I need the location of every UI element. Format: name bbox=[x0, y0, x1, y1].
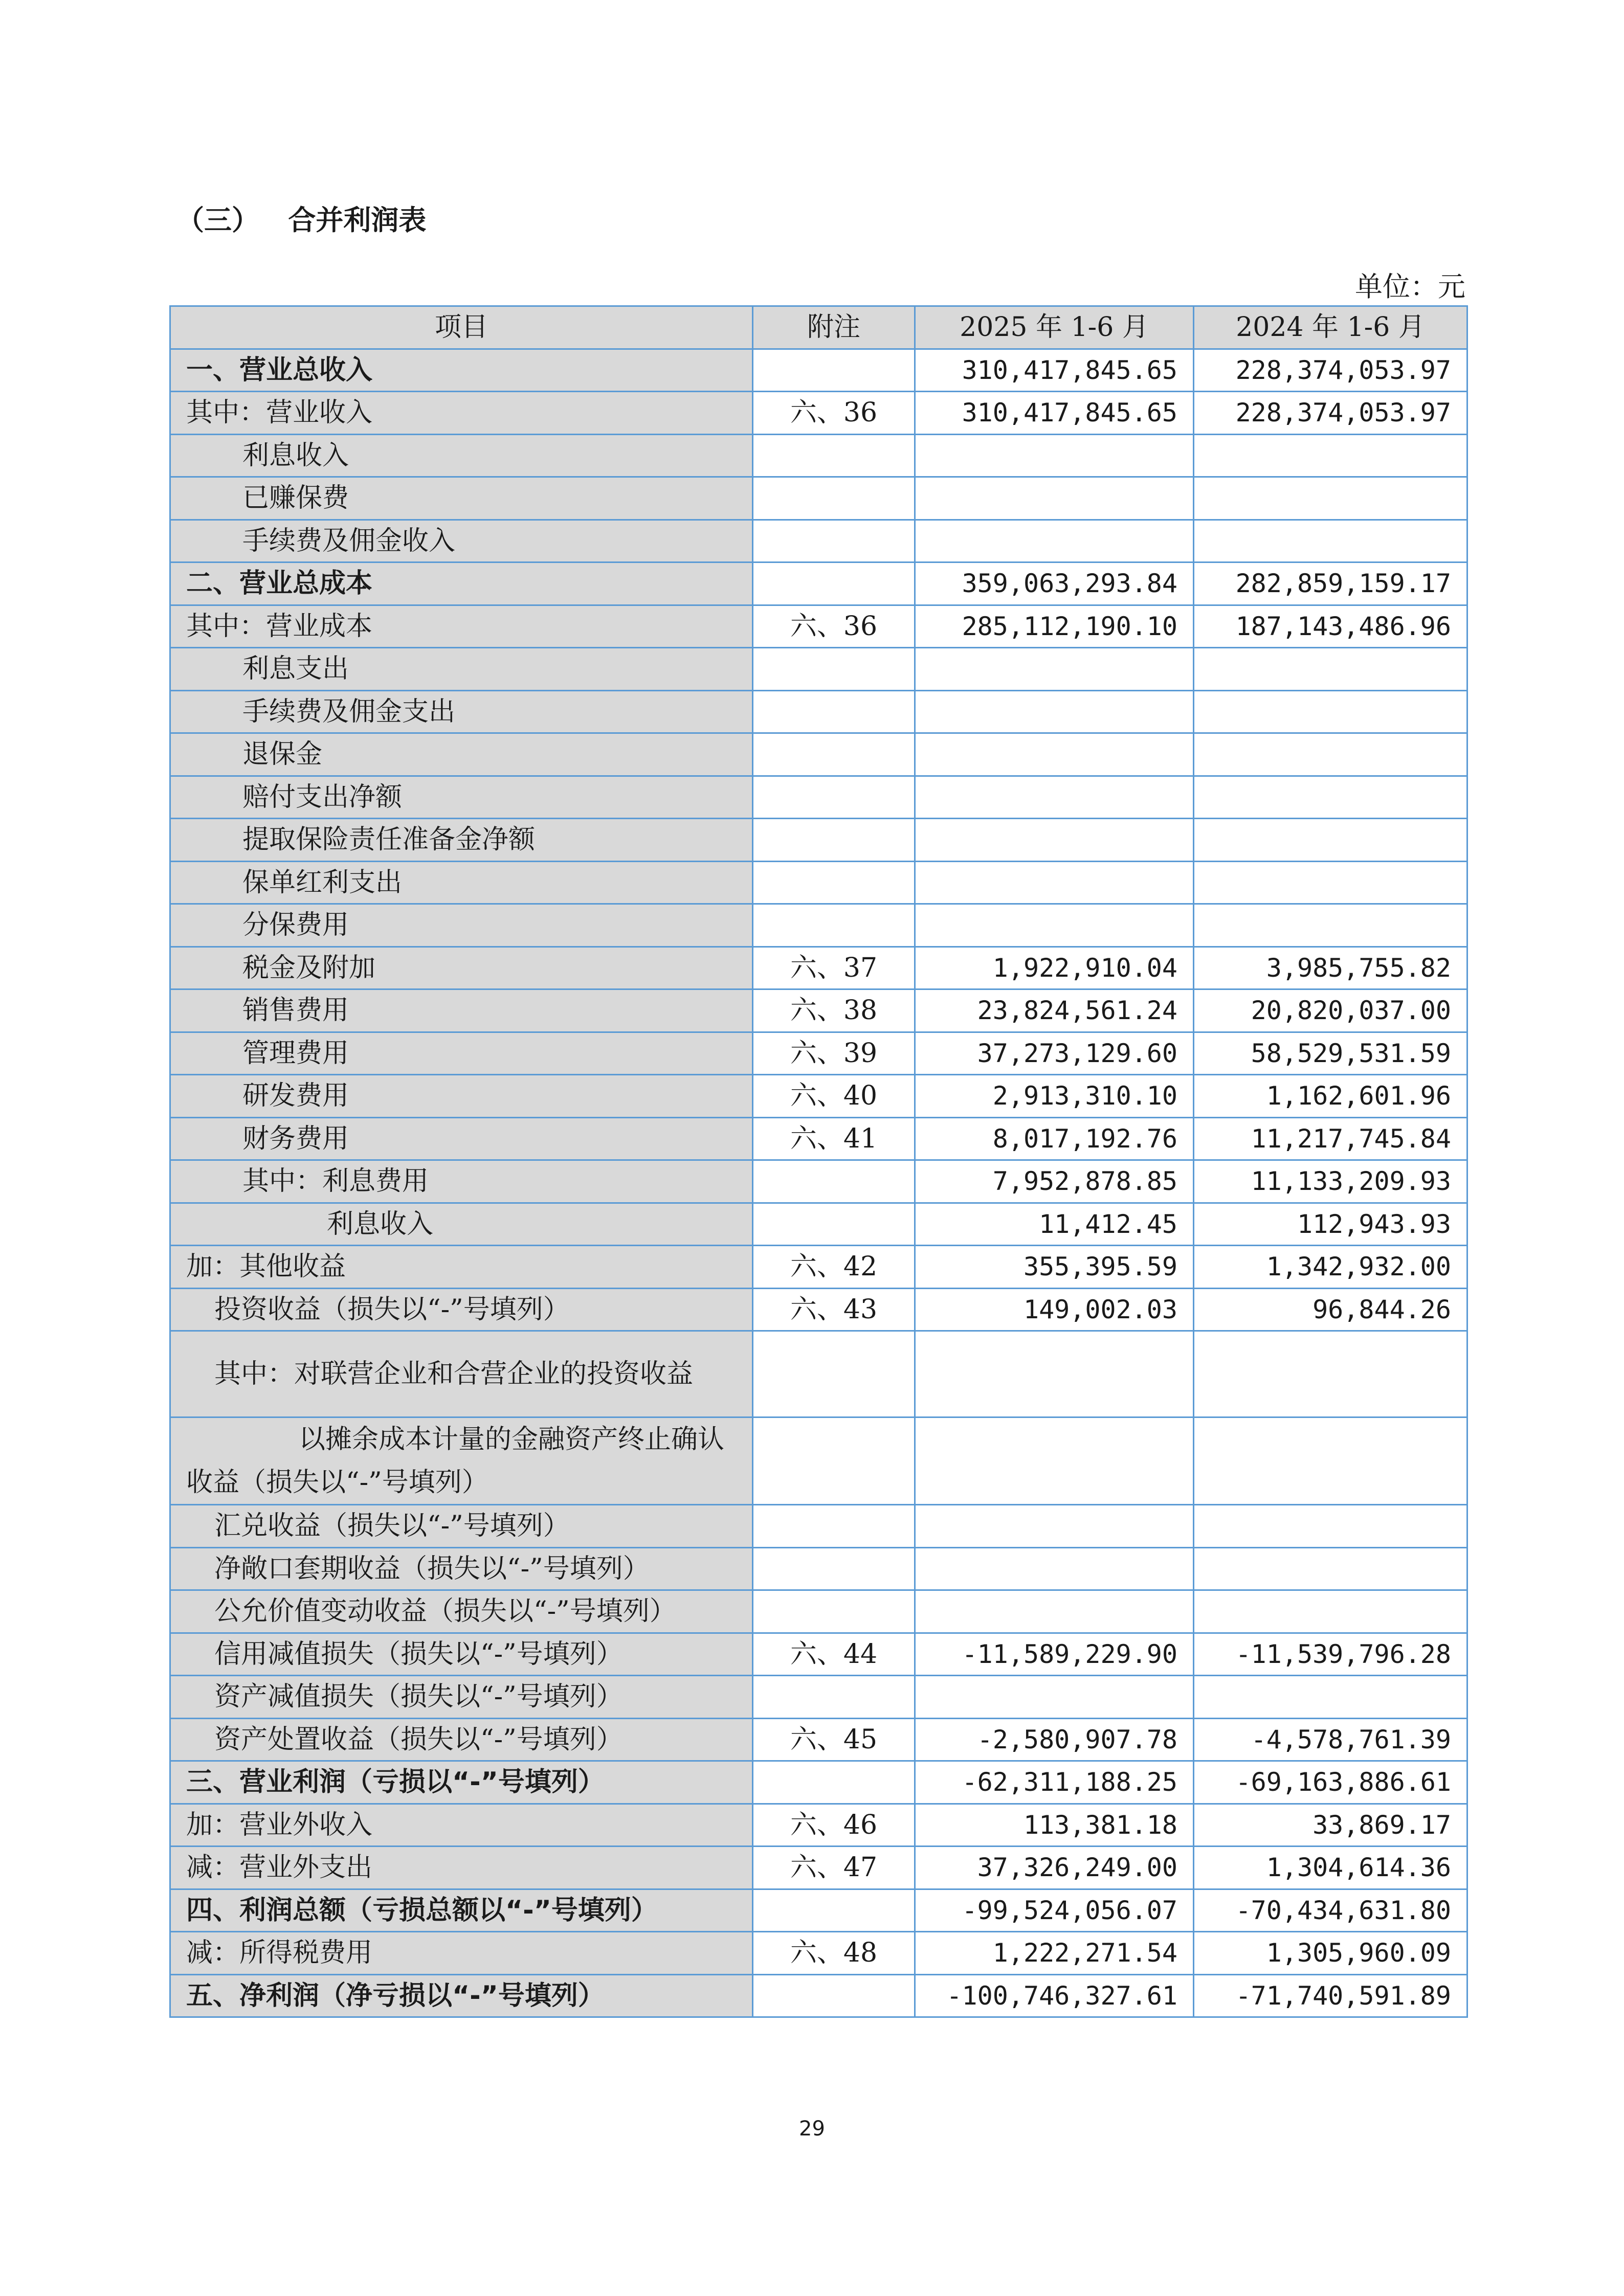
row-note bbox=[753, 434, 915, 477]
row-note: 六、40 bbox=[753, 1075, 915, 1118]
row-note: 六、47 bbox=[753, 1847, 915, 1889]
row-value-2025: -11,589,229.90 bbox=[915, 1633, 1194, 1676]
row-value-2025: 37,273,129.60 bbox=[915, 1032, 1194, 1075]
row-value-2024: -4,578,761.39 bbox=[1194, 1718, 1467, 1761]
row-value-2025 bbox=[915, 1590, 1194, 1633]
table-row bbox=[170, 1203, 1467, 1246]
row-value-2024 bbox=[1194, 1331, 1467, 1417]
table-row bbox=[170, 989, 1467, 1032]
row-value-2025 bbox=[915, 1547, 1194, 1590]
table-row bbox=[170, 1932, 1467, 1975]
row-label: 税金及附加 bbox=[170, 947, 753, 989]
row-note bbox=[753, 861, 915, 904]
row-label: 五、净利润（净亏损以“-”号填列） bbox=[170, 1974, 753, 2017]
row-label: 投资收益（损失以“-”号填列） bbox=[170, 1288, 753, 1331]
header-item: 项目 bbox=[170, 306, 753, 349]
row-value-2025: 1,222,271.54 bbox=[915, 1932, 1194, 1975]
row-note bbox=[753, 1203, 915, 1246]
row-value-2024: -71,740,591.89 bbox=[1194, 1974, 1467, 2017]
row-value-2024: 58,529,531.59 bbox=[1194, 1032, 1467, 1075]
row-note: 六、48 bbox=[753, 1932, 915, 1975]
row-label: 利息收入 bbox=[170, 434, 753, 477]
table-row bbox=[170, 392, 1467, 435]
row-note bbox=[753, 1761, 915, 1804]
row-value-2025 bbox=[915, 690, 1194, 733]
row-label: 手续费及佣金支出 bbox=[170, 690, 753, 733]
row-label: 以摊余成本计量的金融资产终止确认收益（损失以“-”号填列） bbox=[170, 1417, 753, 1505]
row-value-2024: 33,869.17 bbox=[1194, 1804, 1467, 1847]
row-value-2024 bbox=[1194, 1547, 1467, 1590]
row-value-2024: 228,374,053.97 bbox=[1194, 392, 1467, 435]
table-row bbox=[170, 1847, 1467, 1889]
row-value-2025: 113,381.18 bbox=[915, 1804, 1194, 1847]
row-value-2025 bbox=[915, 1417, 1194, 1505]
table-row bbox=[170, 819, 1467, 862]
row-value-2025: 23,824,561.24 bbox=[915, 989, 1194, 1032]
row-note: 六、36 bbox=[753, 605, 915, 648]
table-row bbox=[170, 947, 1467, 989]
row-note bbox=[753, 562, 915, 605]
row-value-2024: 1,304,614.36 bbox=[1194, 1847, 1467, 1889]
table-row bbox=[170, 776, 1467, 819]
row-value-2025: 355,395.59 bbox=[915, 1246, 1194, 1289]
table-row bbox=[170, 1505, 1467, 1548]
row-value-2025 bbox=[915, 819, 1194, 862]
row-label: 退保金 bbox=[170, 733, 753, 776]
row-note: 六、36 bbox=[753, 392, 915, 435]
row-value-2024 bbox=[1194, 648, 1467, 691]
row-label: 四、利润总额（亏损总额以“-”号填列） bbox=[170, 1889, 753, 1932]
table-row bbox=[170, 1804, 1467, 1847]
header-note: 附注 bbox=[753, 306, 915, 349]
row-note bbox=[753, 690, 915, 733]
row-label: 利息收入 bbox=[170, 1203, 753, 1246]
row-value-2025: 37,326,249.00 bbox=[915, 1847, 1194, 1889]
row-note bbox=[753, 1331, 915, 1417]
table-row bbox=[170, 349, 1467, 392]
row-label: 其中：营业成本 bbox=[170, 605, 753, 648]
row-value-2025: -100,746,327.61 bbox=[915, 1974, 1194, 2017]
table-row bbox=[170, 1974, 1467, 2017]
table-row bbox=[170, 690, 1467, 733]
table-row bbox=[170, 1246, 1467, 1289]
table-row bbox=[170, 1331, 1467, 1417]
row-value-2025 bbox=[915, 733, 1194, 776]
table-row bbox=[170, 434, 1467, 477]
row-value-2025: -99,524,056.07 bbox=[915, 1889, 1194, 1932]
table-row bbox=[170, 1889, 1467, 1932]
table-row bbox=[170, 1417, 1467, 1505]
row-label: 销售费用 bbox=[170, 989, 753, 1032]
row-value-2024 bbox=[1194, 1590, 1467, 1633]
header-2025: 2025 年 1-6 月 bbox=[915, 306, 1194, 349]
row-note bbox=[753, 1417, 915, 1505]
table-row bbox=[170, 648, 1467, 691]
row-note bbox=[753, 776, 915, 819]
row-value-2024: 20,820,037.00 bbox=[1194, 989, 1467, 1032]
row-value-2024 bbox=[1194, 904, 1467, 947]
row-value-2024: 112,943.93 bbox=[1194, 1203, 1467, 1246]
row-value-2025: -2,580,907.78 bbox=[915, 1718, 1194, 1761]
row-label: 其中：利息费用 bbox=[170, 1160, 753, 1203]
row-value-2025: 310,417,845.65 bbox=[915, 349, 1194, 392]
table-row bbox=[170, 1288, 1467, 1331]
row-value-2025 bbox=[915, 1331, 1194, 1417]
table-row bbox=[170, 1633, 1467, 1676]
row-label: 利息支出 bbox=[170, 648, 753, 691]
row-value-2025 bbox=[915, 776, 1194, 819]
table-row bbox=[170, 1160, 1467, 1203]
row-label: 减：营业外支出 bbox=[170, 1847, 753, 1889]
table-body bbox=[170, 349, 1467, 2017]
row-label: 提取保险责任准备金净额 bbox=[170, 819, 753, 862]
unit-label: 单位：元 bbox=[1355, 271, 1465, 303]
row-value-2024: 228,374,053.97 bbox=[1194, 349, 1467, 392]
row-note bbox=[753, 349, 915, 392]
row-value-2025: 359,063,293.84 bbox=[915, 562, 1194, 605]
row-value-2025: 7,952,878.85 bbox=[915, 1160, 1194, 1203]
row-value-2025: 149,002.03 bbox=[915, 1288, 1194, 1331]
row-label: 资产处置收益（损失以“-”号填列） bbox=[170, 1718, 753, 1761]
row-value-2024 bbox=[1194, 861, 1467, 904]
row-value-2025: 310,417,845.65 bbox=[915, 392, 1194, 435]
row-note: 六、38 bbox=[753, 989, 915, 1032]
row-note: 六、37 bbox=[753, 947, 915, 989]
row-value-2024 bbox=[1194, 776, 1467, 819]
table-row bbox=[170, 904, 1467, 947]
row-note bbox=[753, 1889, 915, 1932]
row-note bbox=[753, 1160, 915, 1203]
row-value-2024: 96,844.26 bbox=[1194, 1288, 1467, 1331]
row-note: 六、41 bbox=[753, 1117, 915, 1160]
row-label: 净敞口套期收益（损失以“-”号填列） bbox=[170, 1547, 753, 1590]
row-value-2024 bbox=[1194, 1676, 1467, 1719]
table-row bbox=[170, 1075, 1467, 1118]
row-note bbox=[753, 1590, 915, 1633]
row-label: 赔付支出净额 bbox=[170, 776, 753, 819]
table-row bbox=[170, 733, 1467, 776]
row-label: 研发费用 bbox=[170, 1075, 753, 1118]
page-number: 29 bbox=[799, 2117, 825, 2141]
row-label: 信用减值损失（损失以“-”号填列） bbox=[170, 1633, 753, 1676]
row-label: 三、营业利润（亏损以“-”号填列） bbox=[170, 1761, 753, 1804]
table-row bbox=[170, 1761, 1467, 1804]
row-value-2024: 11,217,745.84 bbox=[1194, 1117, 1467, 1160]
row-value-2024: 282,859,159.17 bbox=[1194, 562, 1467, 605]
row-value-2025: 8,017,192.76 bbox=[915, 1117, 1194, 1160]
table-row bbox=[170, 1032, 1467, 1075]
row-value-2024: 11,133,209.93 bbox=[1194, 1160, 1467, 1203]
row-label: 已赚保费 bbox=[170, 477, 753, 520]
table-row bbox=[170, 605, 1467, 648]
row-value-2025 bbox=[915, 861, 1194, 904]
table-row bbox=[170, 520, 1467, 562]
row-note bbox=[753, 904, 915, 947]
row-note: 六、45 bbox=[753, 1718, 915, 1761]
row-note bbox=[753, 648, 915, 691]
row-value-2024: 1,162,601.96 bbox=[1194, 1075, 1467, 1118]
row-value-2024: 1,342,932.00 bbox=[1194, 1246, 1467, 1289]
row-value-2024 bbox=[1194, 434, 1467, 477]
row-value-2024 bbox=[1194, 477, 1467, 520]
row-value-2024 bbox=[1194, 733, 1467, 776]
row-value-2025 bbox=[915, 1505, 1194, 1548]
row-value-2025 bbox=[915, 434, 1194, 477]
row-value-2025 bbox=[915, 904, 1194, 947]
row-label: 一、营业总收入 bbox=[170, 349, 753, 392]
row-value-2024 bbox=[1194, 819, 1467, 862]
row-label: 资产减值损失（损失以“-”号填列） bbox=[170, 1676, 753, 1719]
row-value-2024: -69,163,886.61 bbox=[1194, 1761, 1467, 1804]
row-label: 加：其他收益 bbox=[170, 1246, 753, 1289]
row-note bbox=[753, 1974, 915, 2017]
table-row bbox=[170, 1590, 1467, 1633]
row-label: 二、营业总成本 bbox=[170, 562, 753, 605]
row-note: 六、42 bbox=[753, 1246, 915, 1289]
row-note: 六、44 bbox=[753, 1633, 915, 1676]
row-note: 六、43 bbox=[753, 1288, 915, 1331]
row-label: 加：营业外收入 bbox=[170, 1804, 753, 1847]
row-note bbox=[753, 520, 915, 562]
table-row bbox=[170, 1718, 1467, 1761]
table-row bbox=[170, 477, 1467, 520]
section-title: （三） 合并利润表 bbox=[176, 204, 427, 236]
row-label: 保单红利支出 bbox=[170, 861, 753, 904]
row-note bbox=[753, 1547, 915, 1590]
row-value-2024 bbox=[1194, 520, 1467, 562]
row-label: 其中：对联营企业和合营企业的投资收益 bbox=[170, 1331, 753, 1417]
row-value-2025 bbox=[915, 477, 1194, 520]
row-value-2025: 1,922,910.04 bbox=[915, 947, 1194, 989]
row-value-2024: -70,434,631.80 bbox=[1194, 1889, 1467, 1932]
row-value-2025 bbox=[915, 520, 1194, 562]
row-note: 六、46 bbox=[753, 1804, 915, 1847]
row-label: 分保费用 bbox=[170, 904, 753, 947]
row-value-2024 bbox=[1194, 1505, 1467, 1548]
row-value-2024 bbox=[1194, 690, 1467, 733]
row-value-2025: 2,913,310.10 bbox=[915, 1075, 1194, 1118]
header-2024: 2024 年 1-6 月 bbox=[1194, 306, 1467, 349]
row-label: 手续费及佣金收入 bbox=[170, 520, 753, 562]
row-value-2024: 3,985,755.82 bbox=[1194, 947, 1467, 989]
row-label: 汇兑收益（损失以“-”号填列） bbox=[170, 1505, 753, 1548]
table-row bbox=[170, 1676, 1467, 1719]
row-note bbox=[753, 1505, 915, 1548]
income-statement-table bbox=[169, 305, 1468, 2018]
row-value-2025: -62,311,188.25 bbox=[915, 1761, 1194, 1804]
row-label: 公允价值变动收益（损失以“-”号填列） bbox=[170, 1590, 753, 1633]
row-value-2024: 1,305,960.09 bbox=[1194, 1932, 1467, 1975]
row-label: 管理费用 bbox=[170, 1032, 753, 1075]
row-label: 财务费用 bbox=[170, 1117, 753, 1160]
row-value-2025: 11,412.45 bbox=[915, 1203, 1194, 1246]
table-row bbox=[170, 562, 1467, 605]
row-value-2025 bbox=[915, 1676, 1194, 1719]
row-value-2024 bbox=[1194, 1417, 1467, 1505]
row-note: 六、39 bbox=[753, 1032, 915, 1075]
row-value-2025: 285,112,190.10 bbox=[915, 605, 1194, 648]
row-value-2024: -11,539,796.28 bbox=[1194, 1633, 1467, 1676]
row-value-2025 bbox=[915, 648, 1194, 691]
row-label: 减：所得税费用 bbox=[170, 1932, 753, 1975]
table-row bbox=[170, 1547, 1467, 1590]
row-label: 其中：营业收入 bbox=[170, 392, 753, 435]
row-value-2024: 187,143,486.96 bbox=[1194, 605, 1467, 648]
table-row bbox=[170, 861, 1467, 904]
table-row bbox=[170, 1117, 1467, 1160]
table-header-row bbox=[170, 306, 1467, 349]
row-note bbox=[753, 1676, 915, 1719]
row-note bbox=[753, 819, 915, 862]
row-note bbox=[753, 733, 915, 776]
row-note bbox=[753, 477, 915, 520]
